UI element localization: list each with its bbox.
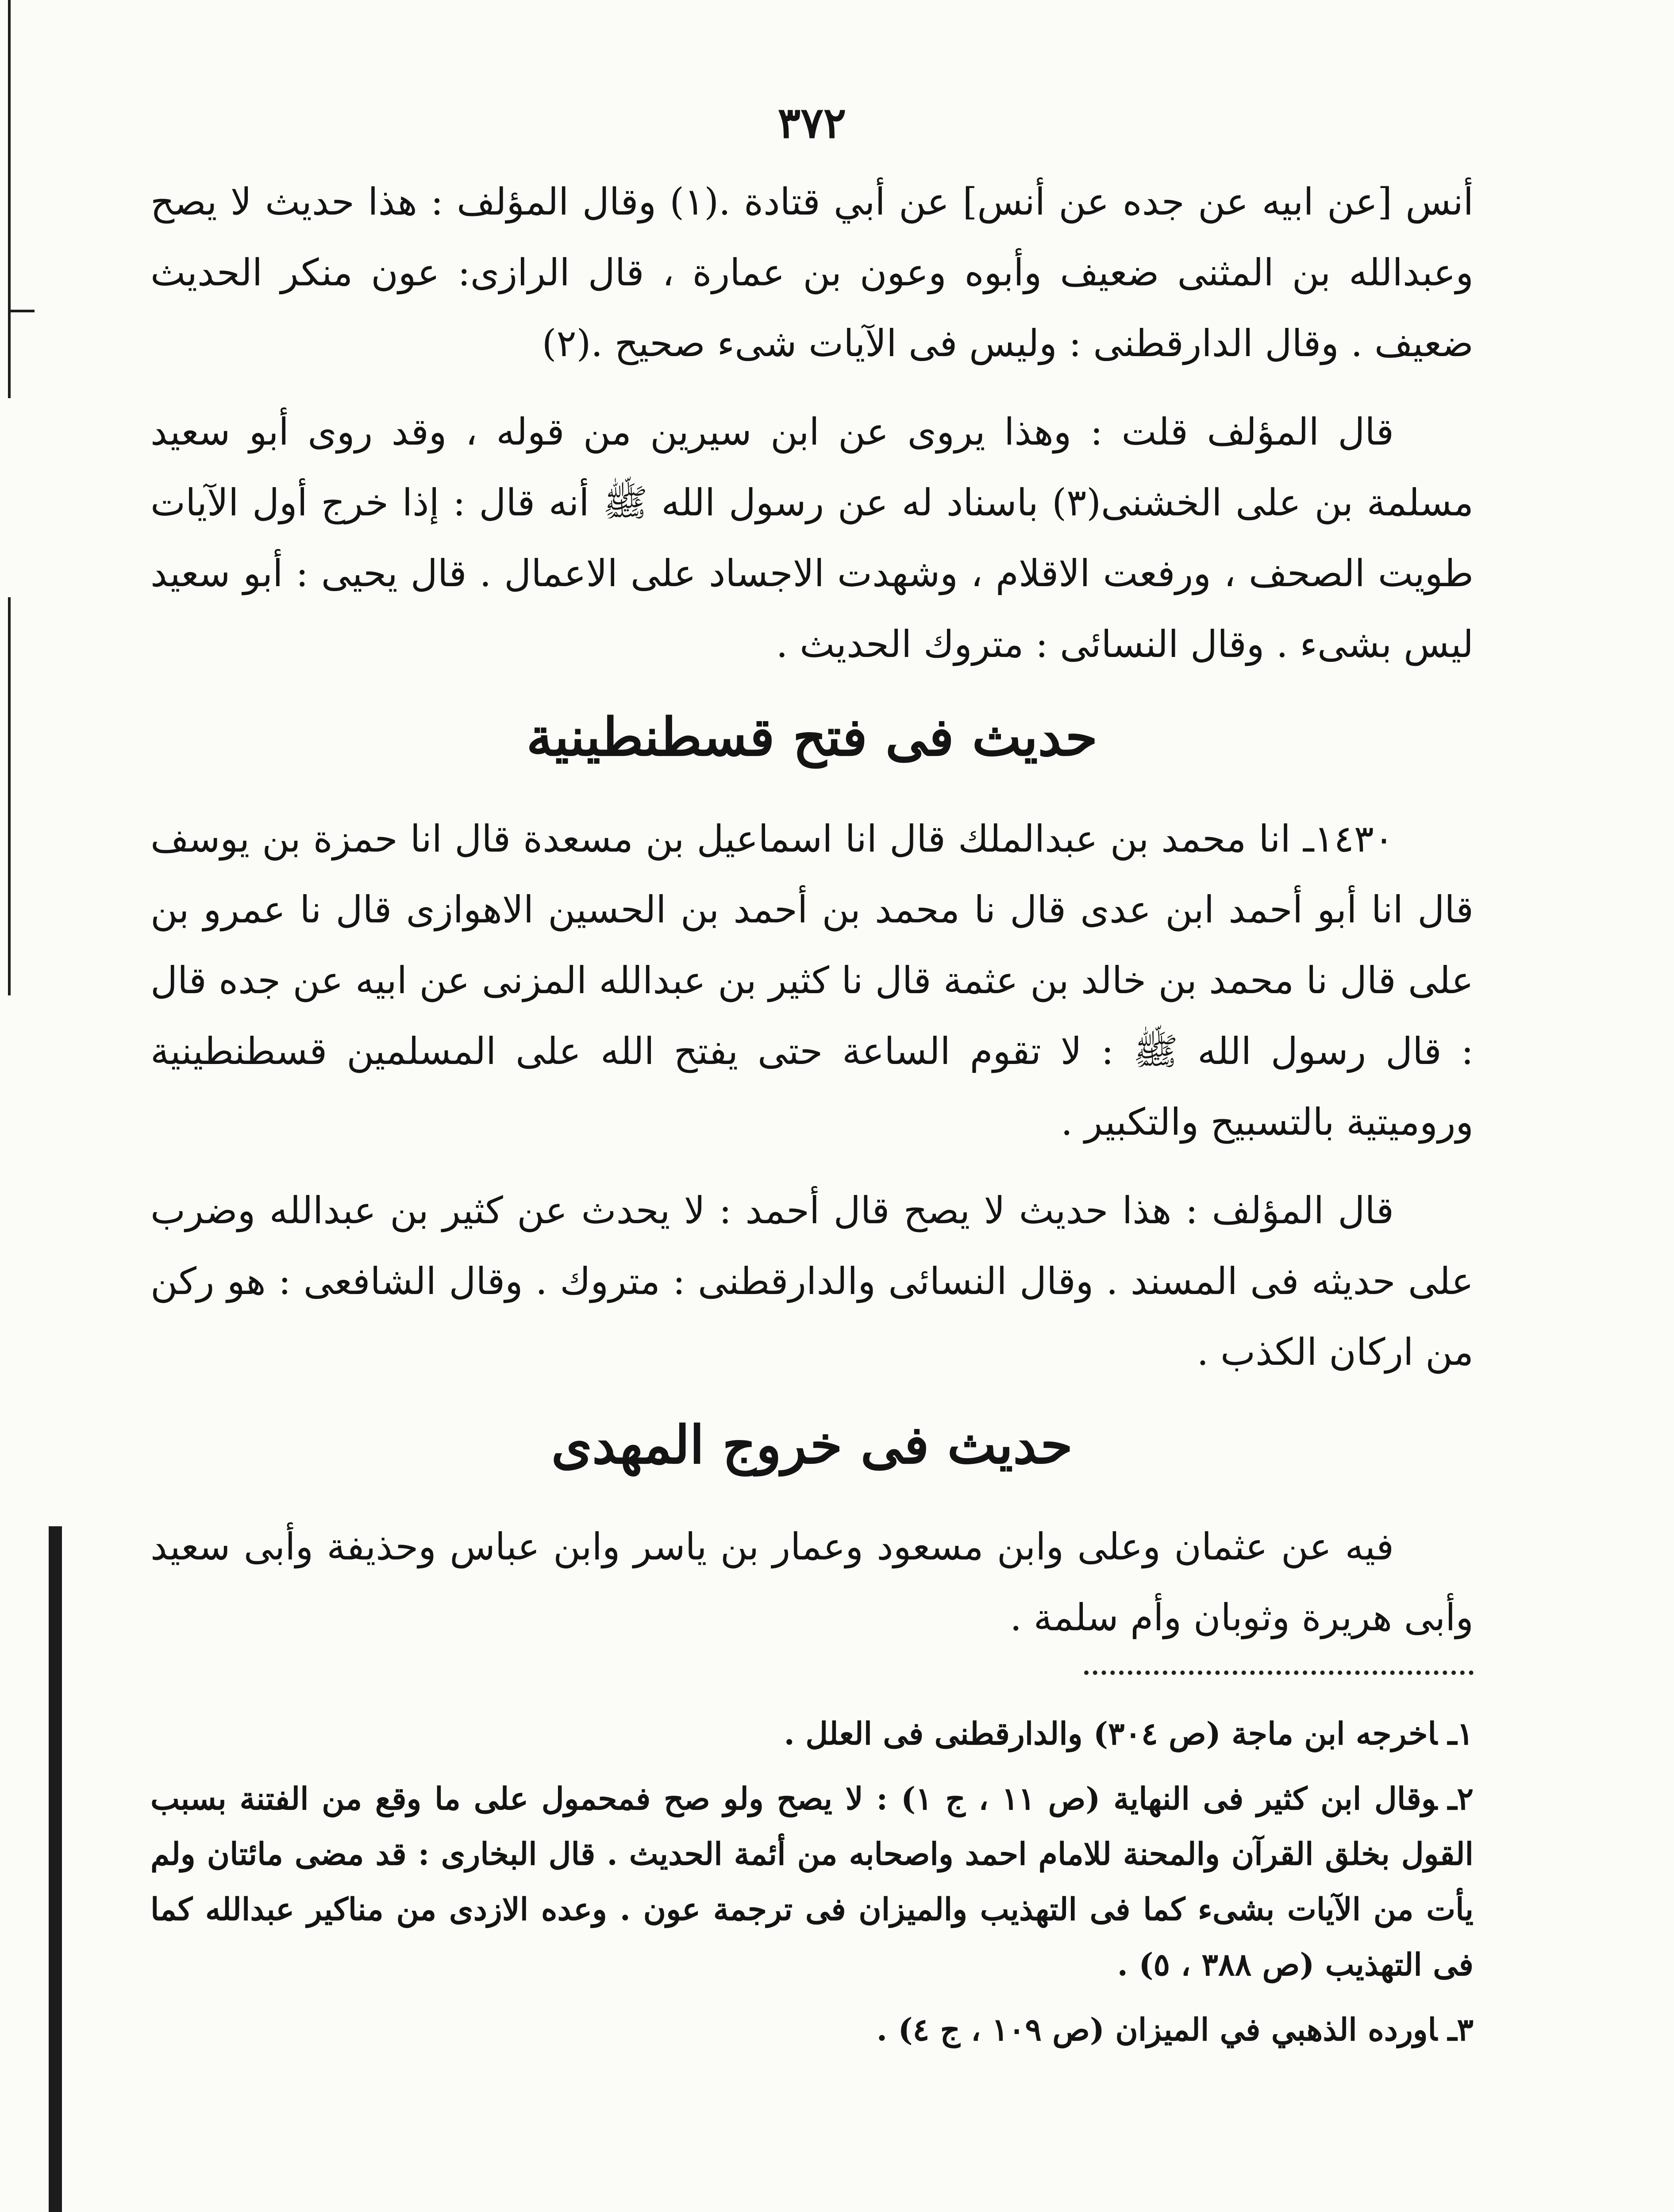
footnote-number: ٢ـ xyxy=(1447,1780,1474,1817)
paragraph: قال المؤلف قلت : وهذا يروى عن ابن سيرين من قوله ، وقد روى أبو سعيد مسلمة بن على الخشنى(٣) باسناد له عن رسول الله ﷺ أنه قال : إذا خرج أول الآيات طويت الصحف ، ورفعت الاقلام ، وشهدت الاجساد على الاعمال . قال يحيى : أبو سعيد ليس بشىء . وقال النسائى : متروك الحديث . xyxy=(150,410,1474,666)
page-body xyxy=(150,98,1474,2067)
page-number: ٣٧٢ xyxy=(777,98,847,148)
scan-edge-line-top xyxy=(8,0,11,398)
footnote-separator xyxy=(1084,1671,1474,1675)
paragraph: ١٤٣٠ـ انا محمد بن عبدالملك قال انا اسماعيل بن مسعدة قال انا حمزة بن يوسف قال انا أبو أحمد ابن عدى قال نا محمد بن أحمد بن الحسين الاهوازى قال نا عمرو بن على قال نا محمد بن خالد بن عثمة قال نا كثير بن عبدالله المزنى عن ابيه عن جده قال : قال رسول الله ﷺ : لا تقوم الساعة حتى يفتح الله على المسلمين قسطنطينية وروميتية بالتسبيح والتكبير . xyxy=(150,817,1474,1144)
paragraph: قال المؤلف : هذا حديث لا يصح قال أحمد : لا يحدث عن كثير بن عبدالله وضرب على حديثه فى المسند . وقال النسائى والدارقطنى : متروك . وقال الشافعى : هو ركن من اركان الكذب . xyxy=(150,1189,1474,1374)
paragraph: فيه عن عثمان وعلى وابن مسعود وعمار بن ياسر وابن عباس وحذيفة وأبى سعيد وأبى هريرة وثوبان وأم سلمة . xyxy=(150,1525,1474,1639)
section-heading: حديث فى فتح قسطنطينية xyxy=(526,706,1098,768)
footnote xyxy=(150,1771,1474,1992)
footnote xyxy=(150,2002,1474,2057)
paragraph: أنس [عن ابيه عن جده عن أنس] عن أبي قتادة .(١) وقال المؤلف : هذا حديث لا يصح وعبدالله بن المثنى ضعيف وأبوه وعون بن عمارة ، قال الرازى: عون منكر الحديث ضعيف . وقال الدارقطنى : وليس فى الآيات شىء صحيح .(٢) xyxy=(150,180,1474,365)
footnote xyxy=(150,1706,1474,1761)
footnote-number: ٣ـ xyxy=(1447,2011,1474,2048)
scan-edge-shadow xyxy=(49,1526,62,2212)
section-heading: حديث فى خروج المهدى xyxy=(551,1414,1073,1475)
scan-edge-line-mid xyxy=(8,597,11,995)
footnote-text: اورده الذهبي في الميزان (ص ١٠٩ ، ج ٤) . xyxy=(876,2011,1437,2048)
scan-edge-tick xyxy=(8,310,35,312)
footnote-number: ١ـ xyxy=(1447,1715,1474,1752)
footnote-text: وقال ابن كثير فى النهاية (ص ١١ ، ج ١) : لا يصح ولو صح فمحمول على ما وقع من الفتنة بسبب القول بخلق القرآن والمحنة للامام احمد واصحابه من أئمة الحديث . قال البخارى : قد مضى مائتان ولم يأت من الآيات بشىء كما فى التهذيب والميزان فى ترجمة عون . وعده الازدى من مناكير عبدالله كما فى التهذيب (ص ٣٨٨ ، ٥) . xyxy=(150,1780,1474,1983)
footnote-text: اخرجه ابن ماجة (ص ٣٠٤) والدارقطنى فى العلل . xyxy=(784,1715,1437,1752)
